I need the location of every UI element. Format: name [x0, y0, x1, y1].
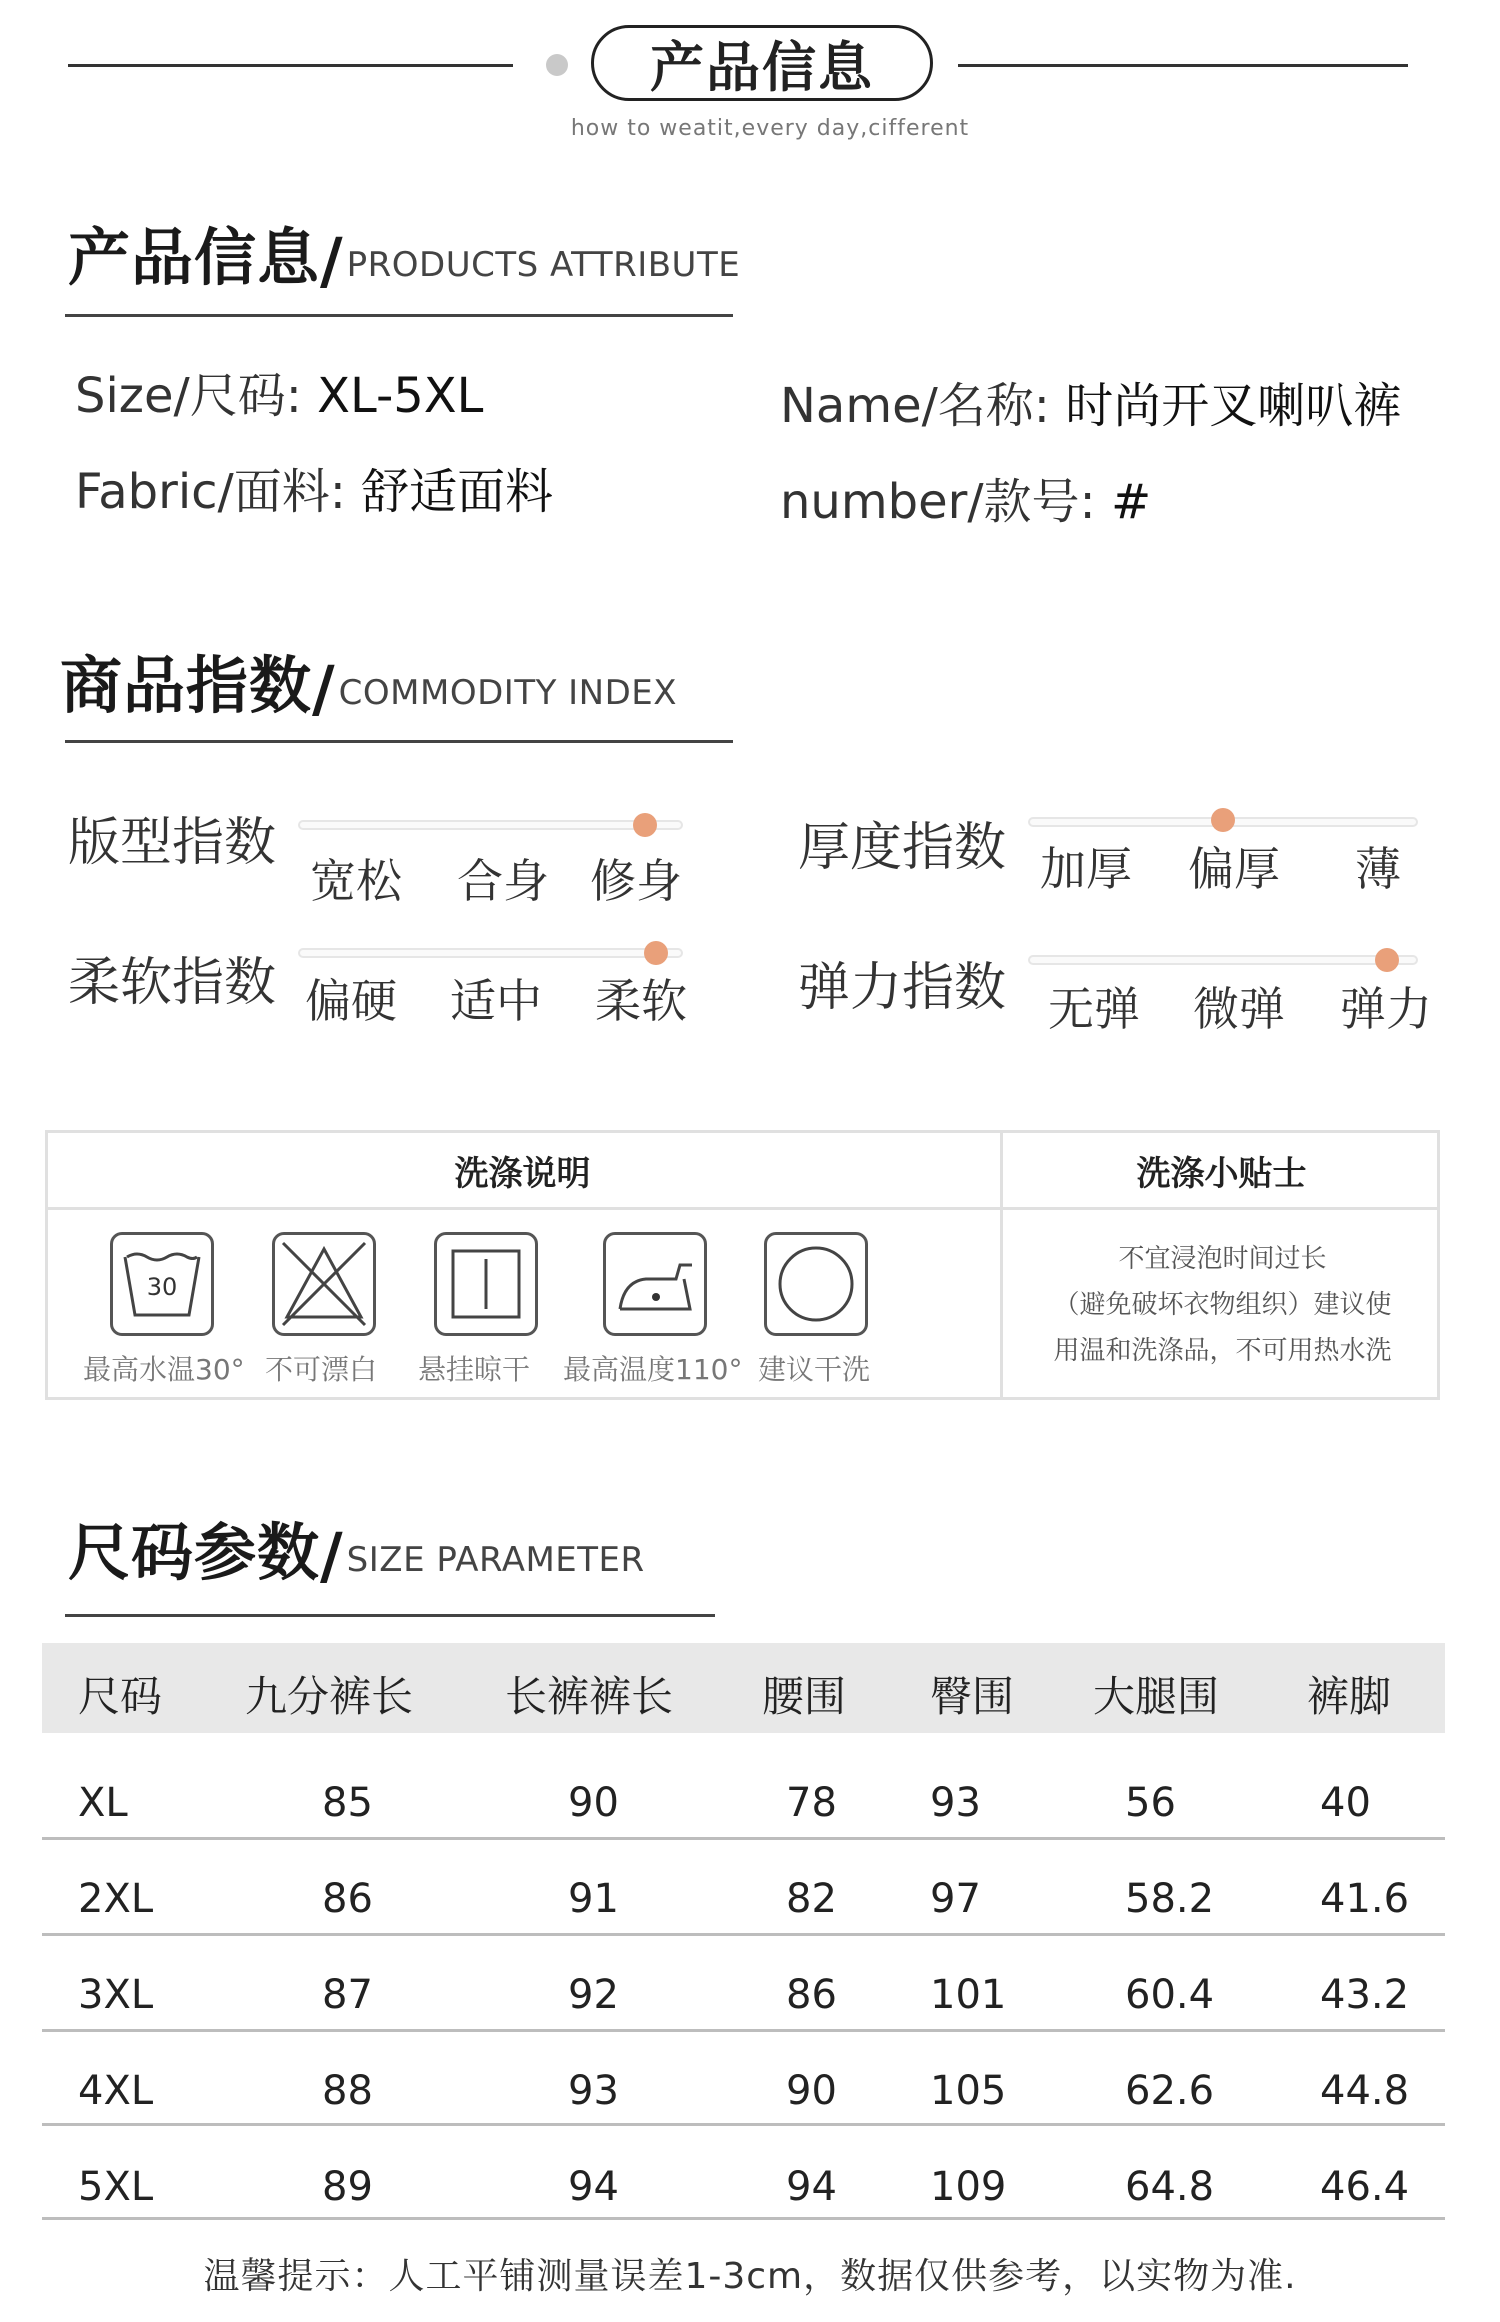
- commodity-section-title: [60, 636, 677, 725]
- measure-cell: 90: [786, 2068, 837, 2114]
- size-cell: XL: [78, 1780, 128, 1826]
- column-header: 大腿围: [1093, 1672, 1220, 1721]
- measure-cell: 60.4: [1125, 1972, 1215, 2018]
- index-option: 加厚: [1040, 842, 1132, 896]
- wash-caption: 建议干洗: [758, 1353, 871, 1386]
- washing-tip-line: 用温和洗涤品，不可用热水洗: [1053, 1336, 1392, 1366]
- header-left-rule: [68, 64, 513, 67]
- index-knob-fit: [633, 813, 657, 837]
- index-name-softness: 柔软指数: [68, 953, 277, 1013]
- measure-cell: 92: [568, 1972, 619, 2018]
- washing-header-right: 洗涤小贴士: [1136, 1154, 1307, 1194]
- measure-cell: 78: [786, 1780, 837, 1826]
- measure-cell: 86: [786, 1972, 837, 2018]
- number-value: #: [1110, 474, 1152, 530]
- section-title-en: PRODUCTS ATTRIBUTE: [346, 245, 741, 285]
- column-header: 臀围: [930, 1672, 1015, 1721]
- index-option: 柔软: [595, 974, 687, 1028]
- header-dot-icon: [546, 54, 568, 76]
- index-name-elasticity: 弹力指数: [798, 958, 1007, 1018]
- table-row-divider: [42, 2217, 1445, 2220]
- washing-header-divider: [45, 1207, 1440, 1210]
- index-option: 弹力: [1340, 982, 1432, 1036]
- size-cell: 2XL: [78, 1876, 154, 1922]
- index-option: 无弹: [1048, 982, 1140, 1036]
- measure-cell: 46.4: [1320, 2164, 1410, 2210]
- measure-cell: 91: [568, 1876, 619, 1922]
- number-attribute: [780, 463, 1151, 532]
- header-title: 产品信息: [591, 25, 933, 101]
- name-value: 时尚开叉喇叭裤: [1065, 378, 1402, 434]
- measure-cell: 86: [322, 1876, 373, 1922]
- table-row-divider: [42, 1933, 1445, 1936]
- index-track-elasticity: [1028, 955, 1418, 965]
- dry-clean-icon: [764, 1232, 868, 1336]
- index-knob-thickness: [1211, 808, 1235, 832]
- index-knob-elasticity: [1375, 948, 1399, 972]
- measure-cell: 58.2: [1125, 1876, 1215, 1922]
- size-section-rule: [65, 1614, 715, 1617]
- section-slash: /: [320, 1519, 343, 1592]
- column-header: 腰围: [762, 1672, 847, 1721]
- column-header: 裤脚: [1307, 1672, 1392, 1721]
- index-track-softness: [298, 948, 683, 958]
- measure-cell: 40: [1320, 1780, 1371, 1826]
- commodity-section-rule: [65, 740, 733, 743]
- measure-cell: 93: [930, 1780, 981, 1826]
- index-option: 合身: [457, 854, 549, 908]
- measure-cell: 88: [322, 2068, 373, 2114]
- name-attribute: [780, 367, 1401, 436]
- section-slash: /: [312, 652, 335, 725]
- fabric-attribute: [75, 453, 553, 522]
- no-bleach-icon: [272, 1232, 376, 1336]
- hang-dry-icon: [434, 1232, 538, 1336]
- measure-cell: 64.8: [1125, 2164, 1215, 2210]
- measure-cell: 90: [568, 1780, 619, 1826]
- washing-tip-line: （避免破坏衣物组织）建议使: [1053, 1290, 1392, 1320]
- fabric-value: 舒适面料: [361, 464, 554, 520]
- product-section-title: [68, 208, 740, 297]
- size-section-title: [68, 1503, 645, 1592]
- measure-cell: 62.6: [1125, 2068, 1215, 2114]
- size-attribute: [75, 357, 483, 426]
- name-label: Name/名称:: [780, 378, 1050, 434]
- size-cell: 4XL: [78, 2068, 154, 2114]
- table-row-divider: [42, 1837, 1445, 1840]
- footer-note: 温馨提示：人工平铺测量误差1-3cm，数据仅供参考，以实物为准.: [203, 2256, 1297, 2297]
- column-header: 尺码: [78, 1672, 163, 1721]
- index-track-fit: [298, 820, 683, 830]
- size-cell: 3XL: [78, 1972, 154, 2018]
- measure-cell: 85: [322, 1780, 373, 1826]
- measure-cell: 94: [786, 2164, 837, 2210]
- section-title-en: COMMODITY INDEX: [338, 673, 678, 713]
- measure-cell: 105: [930, 2068, 1007, 2114]
- index-option: 修身: [590, 854, 682, 908]
- index-name-thickness: 厚度指数: [798, 818, 1007, 878]
- number-label: number/款号:: [780, 474, 1096, 530]
- index-option: 适中: [450, 974, 542, 1028]
- section-title-cn: 产品信息: [68, 221, 321, 294]
- measure-cell: 97: [930, 1876, 981, 1922]
- column-header: 九分裤长: [245, 1672, 414, 1721]
- index-option: 微弹: [1193, 982, 1285, 1036]
- section-slash: /: [320, 224, 343, 297]
- washing-header-left: 洗涤说明: [454, 1154, 591, 1194]
- table-row-divider: [42, 2123, 1445, 2126]
- wash-caption: 不可漂白: [265, 1353, 378, 1386]
- index-option: 薄: [1355, 842, 1401, 896]
- size-value: XL-5XL: [317, 368, 484, 424]
- measure-cell: 43.2: [1320, 1972, 1410, 2018]
- wash-caption: 悬挂晾干: [418, 1353, 531, 1386]
- measure-cell: 87: [322, 1972, 373, 2018]
- measure-cell: 82: [786, 1876, 837, 1922]
- iron-110-icon: [603, 1232, 707, 1336]
- index-name-fit: 版型指数: [68, 813, 277, 873]
- measure-cell: 93: [568, 2068, 619, 2114]
- washing-tip-line: 不宜浸泡时间过长: [1118, 1244, 1327, 1274]
- fabric-label: Fabric/面料:: [75, 464, 346, 520]
- section-title-cn: 商品指数: [60, 649, 313, 722]
- wash-30-icon: [110, 1232, 214, 1336]
- wash-caption: 最高水温30°: [83, 1353, 245, 1386]
- measure-cell: 109: [930, 2164, 1007, 2210]
- index-option: 偏厚: [1188, 842, 1280, 896]
- index-option: 偏硬: [305, 974, 397, 1028]
- measure-cell: 101: [930, 1972, 1007, 2018]
- index-option: 宽松: [310, 854, 402, 908]
- wash-caption: 最高温度110°: [563, 1353, 743, 1386]
- measure-cell: 41.6: [1320, 1876, 1410, 1922]
- measure-cell: 56: [1125, 1780, 1176, 1826]
- measure-cell: 89: [322, 2164, 373, 2210]
- size-cell: 5XL: [78, 2164, 154, 2210]
- section-title-en: SIZE PARAMETER: [346, 1540, 645, 1580]
- svg-text:30: 30: [146, 1273, 178, 1301]
- measure-cell: 44.8: [1320, 2068, 1410, 2114]
- header-subtitle: how to weatit,every day,cifferent: [570, 116, 970, 141]
- table-row-divider: [42, 2029, 1445, 2032]
- size-label: Size/尺码:: [75, 368, 302, 424]
- column-header: 长裤裤长: [505, 1672, 674, 1721]
- header-right-rule: [958, 64, 1408, 67]
- index-knob-softness: [644, 941, 668, 965]
- product-section-rule: [65, 314, 733, 317]
- section-title-cn: 尺码参数: [68, 1516, 321, 1589]
- measure-cell: 94: [568, 2164, 619, 2210]
